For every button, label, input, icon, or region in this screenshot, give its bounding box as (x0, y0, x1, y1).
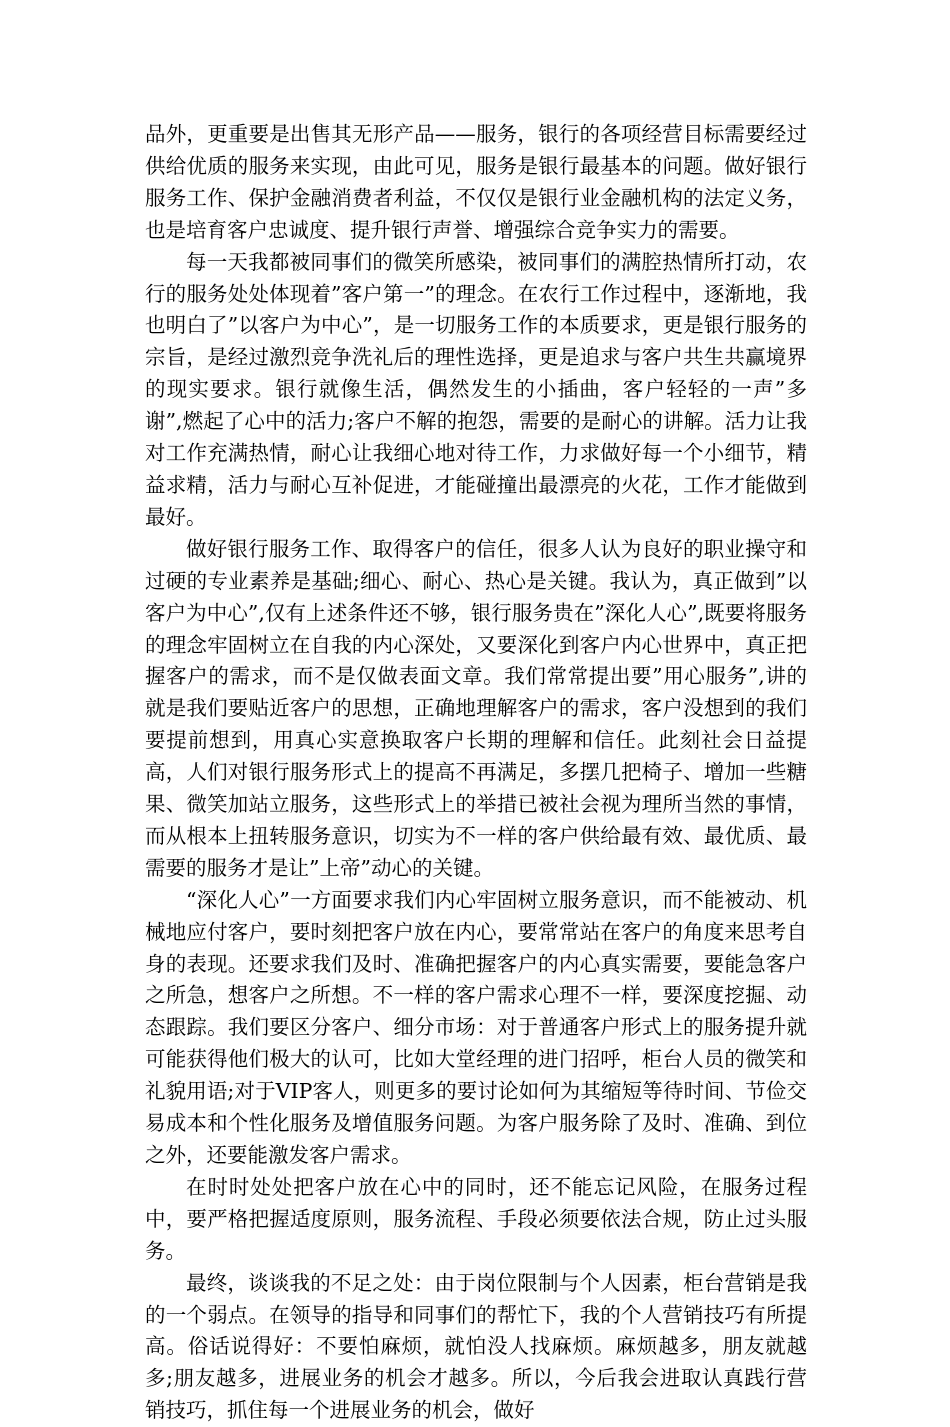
paragraph-deepen-heart: “深化人心”一方面要求我们内心牢固树立服务意识，而不能被动、机械地应付客户，要时刻把客户放在内心，要常常站在客户的角度来思考自身的表现。还要求我们及时、准确把握客户的内心真实需要，要能急客户之所急，想客户之所想。不一样的客户需求心理不一样，要深度挖掘、动态跟踪。我们要区分客户、细分市场：对于普通客户形式上的服务提升就可能获得他们极大的认可，比如大堂经理的进门招呼，柜台人员的微笑和礼貌用语;对于VIP客人，则更多的要讨论如何为其缩短等待时间、节俭交易成本和个性化服务及增值服务问题。为客户服务除了及时、准确、到位之外，还要能激发客户需求。 (145, 887, 807, 1167)
document-body (145, 119, 807, 1427)
paragraph-customer-centered: 做好银行服务工作、取得客户的信任，很多人认为良好的职业操守和过硬的专业素养是基础;细心、耐心、热心是关键。我认为，真正做到”以客户为中心”,仅有上述条件还不够，银行服务贵在”深化人心”,既要将服务的理念牢固树立在自我的内心深处，又要深化到客户内心世界中，真正把握客户的需求，而不是仅做表面文章。我们常常提出要”用心服务”,讲的就是我们要贴近客户的思想，正确地理解客户的需求，客户没想到的我们要提前想到，用真心实意换取客户长期的理解和信任。此刻社会日益提高，人们对银行服务形式上的提高不再满足，多摆几把椅子、增加一些糖果、微笑加站立服务，这些形式上的举措已被社会视为理所当然的事情，而从根本上扭转服务意识，切实为不一样的客户供给最有效、最优质、最需要的服务才是让”上帝”动心的关键。 (145, 536, 807, 880)
paragraph-risk: 在时时处处把客户放在心中的同时，还不能忘记风险，在服务过程中，要严格把握适度原则，服务流程、手段必须要依法合规，防止过头服务。 (145, 1174, 807, 1263)
paragraph-continuation: 品外，更重要是出售其无形产品——服务，银行的各项经营目标需要经过供给优质的服务来实现，由此可见，服务是银行最基本的问题。做好银行服务工作、保护金融消费者利益，不仅仅是银行业金融机构的法定义务，也是培育客户忠诚度、提升银行声誉、增强综合竞争实力的需要。 (145, 122, 807, 242)
paragraph-shortcomings: 最终，谈谈我的不足之处：由于岗位限制与个人因素，柜台营销是我的一个弱点。在领导的指导和同事们的帮忙下，我的个人营销技巧有所提高。俗话说得好：不要怕麻烦，就怕没人找麻烦。麻烦越多，朋友就越多;朋友越多，进展业务的机会才越多。所以，今后我会进取认真践行营销技巧，抓住每一个进展业务的机会，做好 (145, 1270, 807, 1423)
paragraph-customer-first: 每一天我都被同事们的微笑所感染，被同事们的满腔热情所打动，农行的服务处处体现着”客户第一”的理念。在农行工作过程中，逐渐地，我也明白了”以客户为中心”，是一切服务工作的本质要求，更是银行服务的宗旨，是经过激烈竞争洗礼后的理性选择，更是追求与客户共生共赢境界的现实要求。银行就像生活，偶然发生的小插曲，客户轻轻的一声”多谢”,燃起了心中的活力;客户不解的抱怨，需要的是耐心的讲解。活力让我对工作充满热情，耐心让我细心地对待工作，力求做好每一个小细节，精益求精，活力与耐心互补促进，才能碰撞出最漂亮的火花，工作才能做到最好。 (145, 249, 807, 529)
